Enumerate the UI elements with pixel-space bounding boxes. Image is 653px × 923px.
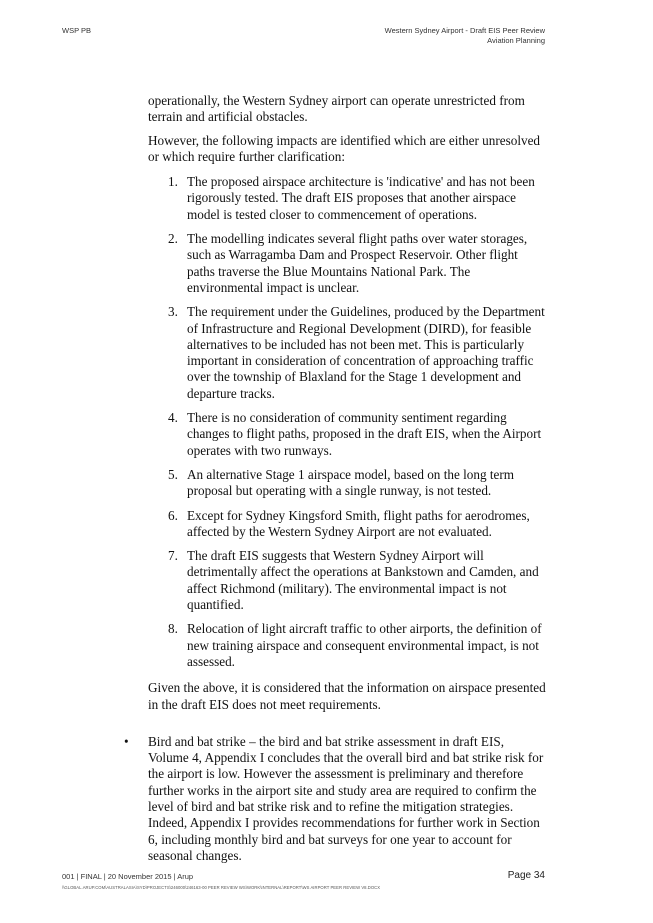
- list-item: [148, 231, 546, 296]
- paragraph-conclusion: Given the above, it is considered that the information on airspace presented in the draft EIS does not meet requirements.: [148, 680, 546, 712]
- list-item-number: 3.: [168, 304, 178, 320]
- list-item-text: There is no consideration of community sentiment regarding changes to flight paths, proposed in the draft EIS, when the Airport operates with two runways.: [187, 410, 542, 458]
- list-item-text: Relocation of light aircraft traffic to other airports, the definition of new training airspace and consequent environmental impact, is not assessed.: [187, 621, 542, 669]
- list-item-number: 4.: [168, 410, 178, 426]
- header-org: WSP PB: [62, 26, 92, 35]
- list-item-text: The requirement under the Guidelines, produced by the Department of Infrastructure and Regional Development (DIRD), for feasible alternatives to be included has not been met. This is particularly important in consideration of concentration of approaching traffic over the township of Blaxland for the Stage 1 development and departure tracks.: [187, 304, 545, 401]
- list-item-number: 5.: [168, 466, 178, 482]
- list-item-text: The modelling indicates several flight paths over water storages, such as Warragamba Dam and Prospect Reservoir. Other flight paths traverse the Blue Mountains National Park. The environmental impact is unclear.: [187, 231, 528, 295]
- impacts-list: [148, 174, 546, 670]
- bullet-text: Bird and bat strike – the bird and bat strike assessment in draft EIS, Volume 4, Appendix I concludes that the overall bird and bat strike risk for the airport is low. However the assessment is preliminary and therefore further works in the airport site and study area are required to confirm the level of bird and bat strike risk and to refine the mitigation strategies. Indeed, Appendix I provides recommendations for further work in Section 6, including monthly bird and bat surveys for one year to account for seasonal changes.: [148, 733, 544, 863]
- list-item: [148, 304, 546, 402]
- footer-file-path: \\GLOBAL.ARUP.COM\AUSTRALASIA\SYD\PROJECTS\246000\246163-00 PEER REVIEW WS\WORK\INTERNAL\REPORT\WS AIRPORT PEER REVIEW V8.DOCX: [62, 885, 381, 890]
- list-item-number: 2.: [168, 231, 178, 247]
- list-item: [148, 508, 546, 541]
- list-item: [148, 548, 546, 613]
- list-item-number: 1.: [168, 174, 178, 190]
- bullet-bird-strike: [124, 733, 546, 864]
- header-title-line2: Aviation Planning: [487, 36, 545, 45]
- list-item: [148, 410, 546, 459]
- document-body: [124, 93, 546, 864]
- paragraph-impacts-intro: However, the following impacts are identified which are either unresolved or which require further clarification:: [148, 132, 541, 164]
- header-title-line1: Western Sydney Airport - Draft EIS Peer Review: [384, 26, 545, 35]
- list-item-number: 7.: [168, 548, 178, 564]
- list-item-number: 6.: [168, 507, 178, 523]
- bullet-symbol: •: [124, 733, 129, 749]
- footer-doc-info: 001 | FINAL | 20 November 2015 | Arup: [62, 872, 194, 881]
- list-item: [148, 621, 546, 670]
- list-item: [148, 174, 546, 223]
- list-item-text: The proposed airspace architecture is 'indicative' and has not been rigorously tested. The draft EIS proposes that another airspace model is tested closer to commencement of operations.: [187, 174, 535, 222]
- paragraph-terrain: operationally, the Western Sydney airport can operate unrestricted from terrain and artificial obstacles.: [148, 93, 525, 125]
- header-title: [385, 26, 545, 46]
- list-item-text: The draft EIS suggests that Western Sydney Airport will detrimentally affect the operations at Bankstown and Camden, and affect Richmond (military). The environmental impact is not quantified.: [187, 548, 539, 613]
- list-item: [148, 467, 546, 500]
- page-number: Page 34: [507, 870, 545, 881]
- list-item-number: 8.: [168, 621, 178, 637]
- list-item-text: Except for Sydney Kingsford Smith, flight paths for aerodromes, affected by the Western Sydney Airport are not evaluated.: [187, 507, 530, 539]
- list-item-text: An alternative Stage 1 airspace model, based on the long term proposal but operating with a single runway, is not tested.: [187, 466, 515, 499]
